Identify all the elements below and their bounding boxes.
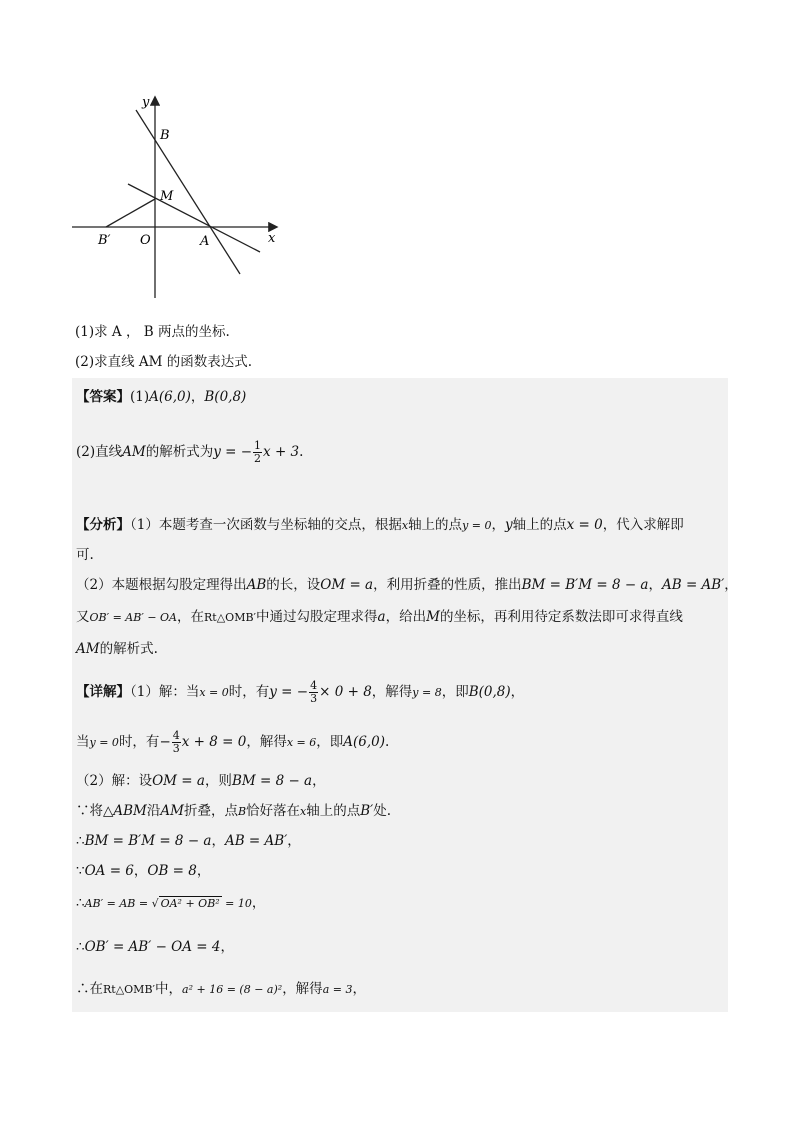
analysis-line-5: AM的解析式. [76,641,158,657]
label-y: y [142,95,150,110]
label-o: O [140,233,151,248]
detail-line-5: ∴BM = B′M = 8 − a，AB = AB′， [76,833,301,849]
detail-line-6: ∵OA = 6，OB = 8， [76,863,211,879]
analysis-label: 【分析】 [76,517,130,533]
detail-line-8: ∴OB′ = AB′ − OA = 4， [76,939,234,955]
answer-label: 【答案】 [76,389,130,405]
analysis-line-3: （2）本题根据勾股定理得出AB的长，设OM = a，利用折叠的性质，推出BM = B′M = 8 − a，AB = AB′， [76,577,738,593]
detail-line-2: 当y = 0时，有− $\frac{4}{3}$ x + 8 = 0，解得x = 6，即A(6,0). [76,729,390,755]
analysis-line-1: 【分析】（1）本题考查一次函数与坐标轴的交点，根据x轴上的点y = 0，y轴上的点x = 0，代入求解即 [76,517,684,533]
question-1: (1)求 A ， B 两点的坐标. [75,324,230,340]
answer-line-1: 【答案】(1)A(6,0)，B(0,8) [76,389,247,405]
detail-line-7: ∴AB′ = AB = √ OA² + OB² = 10， [76,895,266,911]
answer-point-b: B(0,8) [204,389,247,405]
answer-point-a: A(6,0) [149,389,191,405]
analysis-line-4: 又OB′ = AB′ − OA，在Rt△OMB′中通过勾股定理求得a，给出M的坐标，再利用待定系数法即可求得直线 [76,609,683,625]
label-a: A [200,234,210,249]
line-ab [136,110,240,274]
detail-line-9: ∴在Rt△OMB′中，a² + 16 = (8 − a)²，解得a = 3， [76,981,366,997]
coordinate-figure [68,92,288,302]
detail-line-4: ∵将△ABM沿AM折叠，点B恰好落在x轴上的点B′处. [76,803,392,819]
answer-line-2: (2)直线AM的解析式为y = − $\frac{1}{2}$ x + 3. [76,439,304,465]
segment-bp-m [106,199,155,227]
square-root: OA² + OB² [160,897,220,910]
label-b: B [160,128,170,143]
question-2: (2)求直线 AM 的函数表达式. [75,354,253,370]
detail-line-1: 【详解】（1）解：当x = 0时，有y = − $\frac{4}{3}$ × 0 + 8，解得y = 8，即B(0,8)， [76,679,525,705]
detail-line-3: （2）解：设OM = a，则BM = 8 − a， [76,773,326,789]
label-m: M [160,189,174,204]
label-bprime: B′ [98,233,111,248]
analysis-line-2: 可. [76,547,94,563]
fraction: $\frac{1}{2}$ [254,439,262,465]
detail-label: 【详解】 [76,684,130,700]
label-x: x [268,231,276,246]
